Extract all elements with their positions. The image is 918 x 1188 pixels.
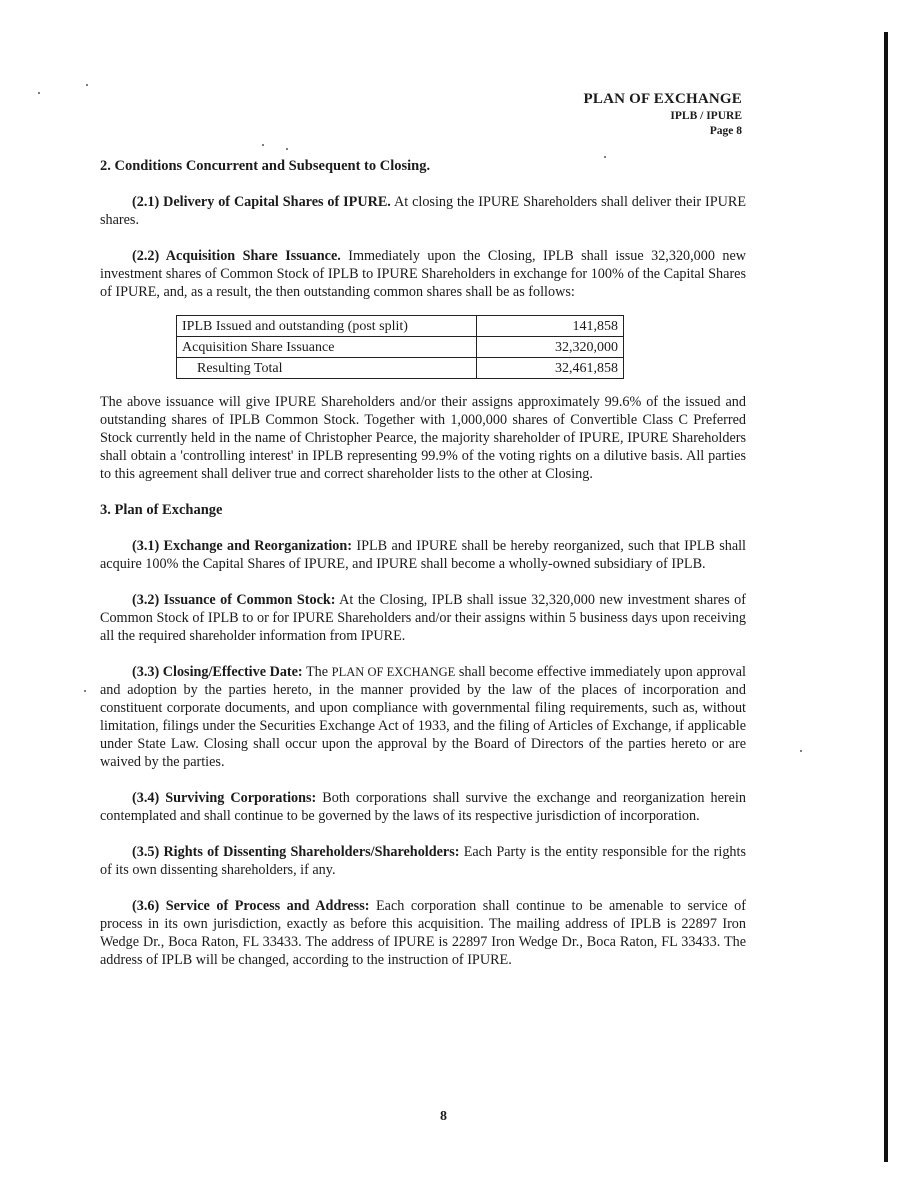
table-cell-label: Acquisition Share Issuance — [177, 337, 477, 358]
table-cell-value: 141,858 — [476, 316, 623, 337]
paragraph-3-1-heading: (3.1) Exchange and Reorganization: — [132, 538, 352, 554]
paragraph-3-5-text: Each Party is the entity responsible for the rights of its own dissenting shareholders, if any. — [100, 844, 746, 878]
paragraph-3-2 — [100, 591, 746, 645]
table-cell-label: IPLB Issued and outstanding (post split) — [177, 316, 477, 337]
paragraph-3-4-text: Both corporations shall survive the exchange and reorganization herein contemplated and shall continue to be governed by the laws of its respective jurisdiction of incorporation. — [100, 790, 746, 824]
header-title: PLAN OF EXCHANGE — [583, 91, 742, 107]
paragraph-2-2-text: Immediately upon the Closing, IPLB shall issue 32,320,000 new investment shares of Common Stock of IPLB to IPURE Shareholders in exchange for 100% of the Capital Shares of IPURE, and, as a result, the then outstanding common shares shall be as follows: — [100, 248, 747, 300]
paragraph-3-5-heading: (3.5) Rights of Dissenting Shareholders/Shareholders: — [132, 844, 460, 860]
paragraph-3-3-heading: (3.3) Closing/Effective Date: — [132, 664, 303, 680]
section-3-title: 3. Plan of Exchange — [100, 502, 223, 518]
scan-speck — [86, 84, 88, 86]
section-2-title: 2. Conditions Concurrent and Subsequent to Closing. — [100, 158, 431, 174]
paragraph-2-2-heading: (2.2) Acquisition Share Issuance. — [132, 248, 341, 264]
table-cell-label: Resulting Total — [177, 358, 477, 379]
paragraph-2-1-text: At closing the IPURE Shareholders shall deliver their IPURE shares. — [100, 194, 747, 228]
table-row — [177, 337, 624, 358]
paragraph-3-5 — [100, 843, 746, 879]
header-page-label: Page 8 — [709, 125, 742, 137]
paragraph-3-4 — [100, 789, 746, 825]
scan-speck — [800, 750, 802, 752]
paragraph-3-6-heading: (3.6) Service of Process and Address: — [132, 898, 370, 914]
page-number: 8 — [440, 1109, 447, 1124]
paragraph-3-1 — [100, 537, 746, 573]
scan-speck — [38, 92, 40, 94]
paragraph-3-6 — [100, 897, 746, 969]
paragraph-2-2 — [100, 247, 746, 301]
paragraph-3-2-text: At the Closing, IPLB shall issue 32,320,000 new investment shares of Common Stock of IPLB to or for IPURE Shareholders and/or their assigns within 5 business days upon receiving all the required shareholder information from IPURE. — [100, 592, 747, 644]
table-row — [177, 358, 624, 379]
paragraph-3-4-heading: (3.4) Surviving Corporations: — [132, 790, 317, 806]
paragraph-issuance-summary: The above issuance will give IPURE Shareholders and/or their assigns approximately 99.6% of the issued and outstanding shares of IPLB Common Stock. Together with 1,000,000 shares of Convertible Class C Preferred Stock currently held in the name of Christopher Pearce, the majority shareholder of IPURE, IPURE Shareholders shall obtain a 'controlling interest' in IPLB representing 99.9% of the voting rights on a dilutive basis. All parties to this agreement shall deliver true and correct shareholder lists to the other at Closing. — [100, 394, 746, 482]
scan-speck — [84, 690, 86, 692]
paragraph-3-3-text: shall become effective immediately upon approval and adoption by the parties hereto, in the manner provided by the law of the places of incorporation and constituent corporate documents, and upon compliance with governmental filing requirements, such as, without limitation, filings under the Securities Exchange Act of 1933, and the filing of Articles of Exchange, if applicable under State Law. Closing shall occur upon the approval by the Board of Directors of the parties hereto or are waived by the parties. — [100, 664, 746, 770]
header-subtitle: IPLB / IPURE — [670, 110, 742, 122]
paragraph-3-6-text: Each corporation shall continue to be amenable to service of process in its own jurisdiction, exactly as before this acquisition. The mailing address of IPLB is 22897 Iron Wedge Dr., Boca Raton, FL 33433. The address of IPURE is 22897 Iron Wedge Dr., Boca Raton, FL 33433. The address of IPLB will be changed, according to the instruction of IPURE. — [100, 898, 746, 968]
scan-margin-bar — [884, 32, 888, 1162]
paragraph-2-1 — [100, 193, 746, 229]
plan-of-exchange-term: PLAN OF EXCHANGE — [331, 665, 456, 679]
paragraph-2-1-heading: (2.1) Delivery of Capital Shares of IPURE. — [132, 194, 391, 210]
paragraph-3-3 — [100, 663, 746, 771]
table-cell-value: 32,461,858 — [476, 358, 623, 379]
paragraph-3-1-text: IPLB and IPURE shall be hereby reorganized, such that IPLB shall acquire 100% the Capital Shares of IPURE, and IPURE shall become a wholly-owned subsidiary of IPLB. — [100, 538, 746, 572]
document-body — [100, 157, 746, 987]
table-row — [177, 316, 624, 337]
table-cell-value: 32,320,000 — [476, 337, 623, 358]
share-table — [176, 315, 624, 379]
document-header — [584, 90, 742, 139]
paragraph-3-2-heading: (3.2) Issuance of Common Stock: — [132, 592, 336, 608]
paragraph-3-3-pre: The — [302, 664, 332, 680]
scan-speck — [262, 144, 264, 146]
scan-speck — [286, 148, 288, 150]
